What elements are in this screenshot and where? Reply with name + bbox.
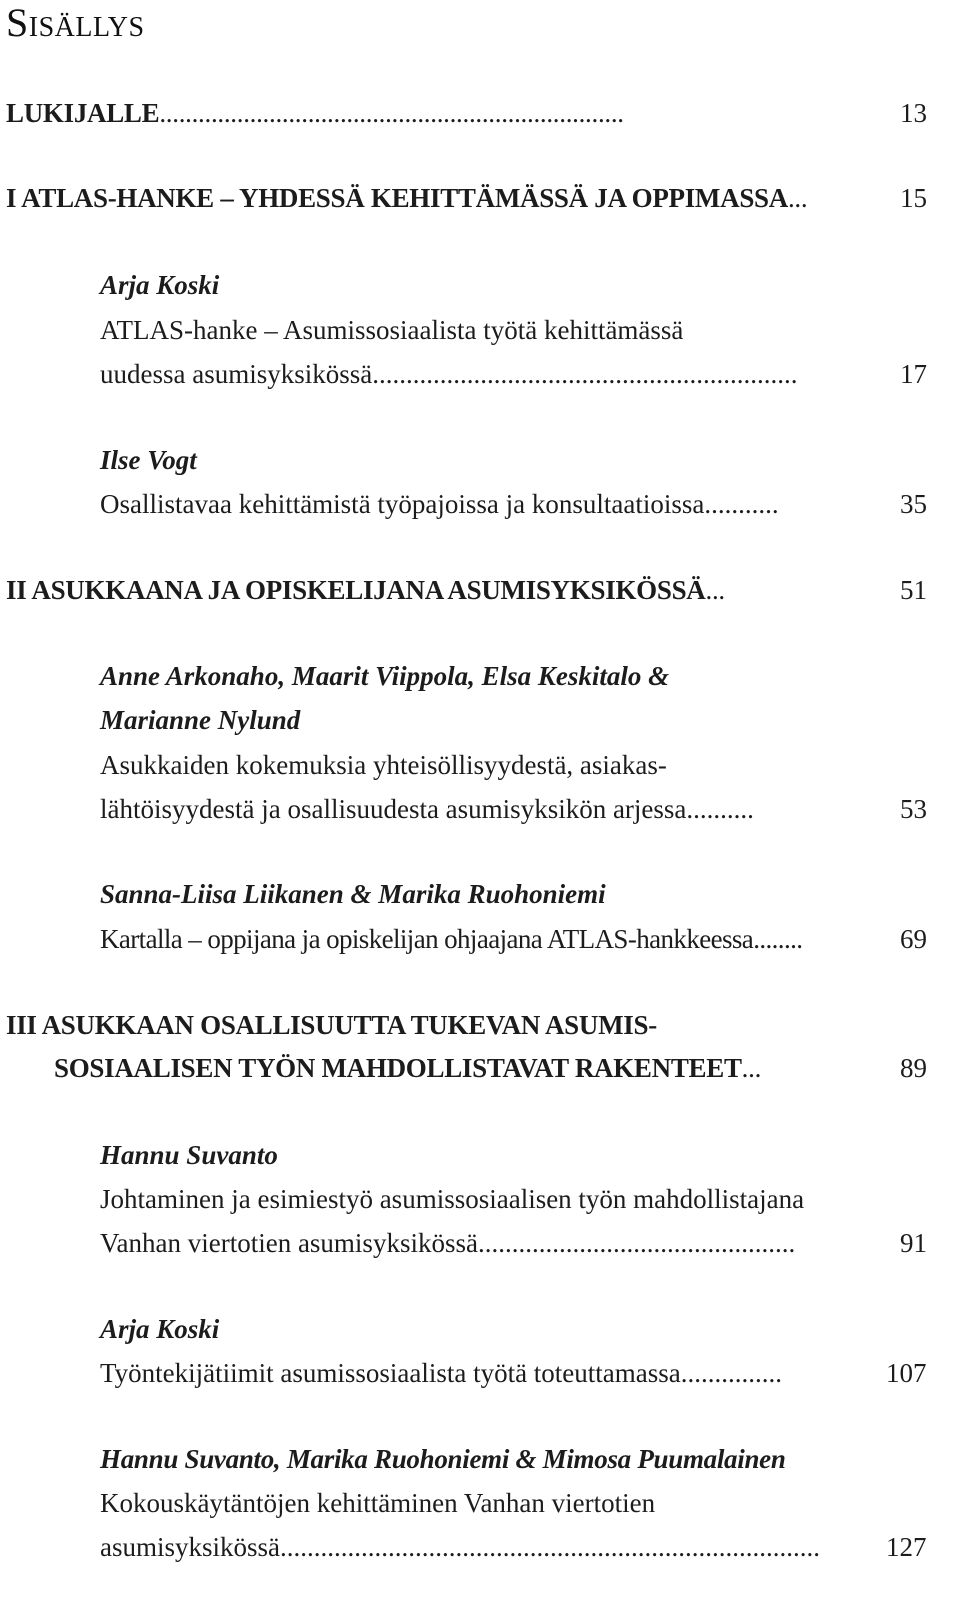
page-number: 51 (900, 575, 927, 605)
entry-title-line[interactable]: Johtaminen ja esimiestyö asumissosiaalisen työn mahdollistajana (100, 1184, 805, 1214)
entry-author: Arja Koski (100, 270, 220, 300)
section-title: I ATLAS-HANKE – YHDESSÄ KEHITTÄMÄSSÄ JA OPPIMASSA (6, 183, 788, 213)
entry-title-text: uudessa asumisyksikössä (100, 359, 373, 389)
page-number: 17 (900, 359, 927, 389)
entry-author: Marianne Nylund (100, 705, 301, 735)
leader-dots: ... (787, 183, 808, 213)
leader-dots: .......... (686, 794, 754, 824)
entry-title-text: Vanhan viertotien asumisyksikössä (100, 1228, 478, 1258)
page-number: 69 (900, 924, 927, 954)
leader-dots: ... (705, 575, 725, 605)
entry-title-line[interactable] (100, 1356, 782, 1390)
entry-title-text: Työntekijätiimit asumissosiaalista työtä toteuttamassa (100, 1358, 681, 1388)
leader-dots: ............... (680, 1358, 783, 1388)
leader-dots: ............................................... (477, 1228, 796, 1258)
entry-author: Anne Arkonaho, Maarit Viippola, Elsa Keskitalo & (100, 661, 670, 691)
entry-title-text: Osallistavaa kehittämistä työpajoissa ja konsultaatioissa (100, 489, 705, 519)
section-title: LUKIJALLE (6, 98, 160, 128)
entry-title-line[interactable] (100, 1530, 820, 1564)
entry-author: Ilse Vogt (100, 445, 197, 475)
entry-title-line[interactable]: Asukkaiden kokemuksia yhteisöllisyydestä, asiakas- (100, 750, 667, 780)
page-number: 91 (900, 1228, 927, 1258)
toc-section-2[interactable] (6, 573, 725, 607)
toc-section-lukijalle[interactable] (6, 96, 624, 130)
entry-title-line[interactable] (100, 1226, 795, 1260)
entry-author: Hannu Suvanto, Marika Ruohoniemi & Mimosa Puumalainen (100, 1444, 786, 1474)
entry-title-text: lähtöisyydestä ja osallisuudesta asumisyksikön arjessa (100, 794, 687, 824)
section-title: II ASUKKAANA JA OPISKELIJANA ASUMISYKSIKÖSSÄ (6, 575, 706, 605)
entry-author: Arja Koski (100, 1314, 220, 1344)
entry-author: Hannu Suvanto (100, 1140, 278, 1170)
toc-section-3[interactable] (6, 1008, 657, 1042)
entry-title-line[interactable]: Kokouskäytäntöjen kehittäminen Vanhan viertotien (100, 1488, 656, 1518)
entry-author: Sanna-Liisa Liikanen & Marika Ruohoniemi (100, 879, 606, 909)
page-title: Sisällys (6, 0, 145, 45)
entry-title-line[interactable] (100, 922, 802, 956)
entry-title-line[interactable] (100, 487, 779, 521)
entry-title-text: asumisyksikössä (100, 1532, 281, 1562)
toc-section-3-continued[interactable] (54, 1051, 761, 1085)
section-title: III ASUKKAAN OSALLISUUTTA TUKEVAN ASUMIS- (6, 1010, 657, 1040)
leader-dots: ........................................................................ (159, 98, 624, 128)
page-number: 127 (886, 1532, 927, 1562)
leader-dots: ... (741, 1053, 762, 1083)
entry-title-line[interactable] (100, 792, 754, 826)
page-number: 107 (886, 1358, 927, 1388)
page-number: 15 (900, 183, 927, 213)
leader-dots: ............................................................... (372, 359, 798, 389)
entry-title-line[interactable] (100, 357, 798, 391)
entry-title-line[interactable]: ATLAS-hanke – Asumissosiaalista työtä kehittämässä (100, 315, 684, 345)
section-title: SOSIAALISEN TYÖN MAHDOLLISTAVAT RAKENTEET (54, 1053, 742, 1083)
leader-dots: ................................................................................ (280, 1532, 821, 1562)
leader-dots: ........... (704, 489, 779, 519)
page-number: 89 (900, 1053, 927, 1083)
page-number: 53 (900, 794, 927, 824)
toc-section-1[interactable] (6, 181, 807, 215)
entry-title-text: Kartalla – oppijana ja opiskelijan ohjaajana ATLAS-hankkeessa (100, 924, 754, 954)
page-number: 13 (900, 98, 927, 128)
page-number: 35 (900, 489, 927, 519)
leader-dots: ........ (753, 924, 803, 954)
